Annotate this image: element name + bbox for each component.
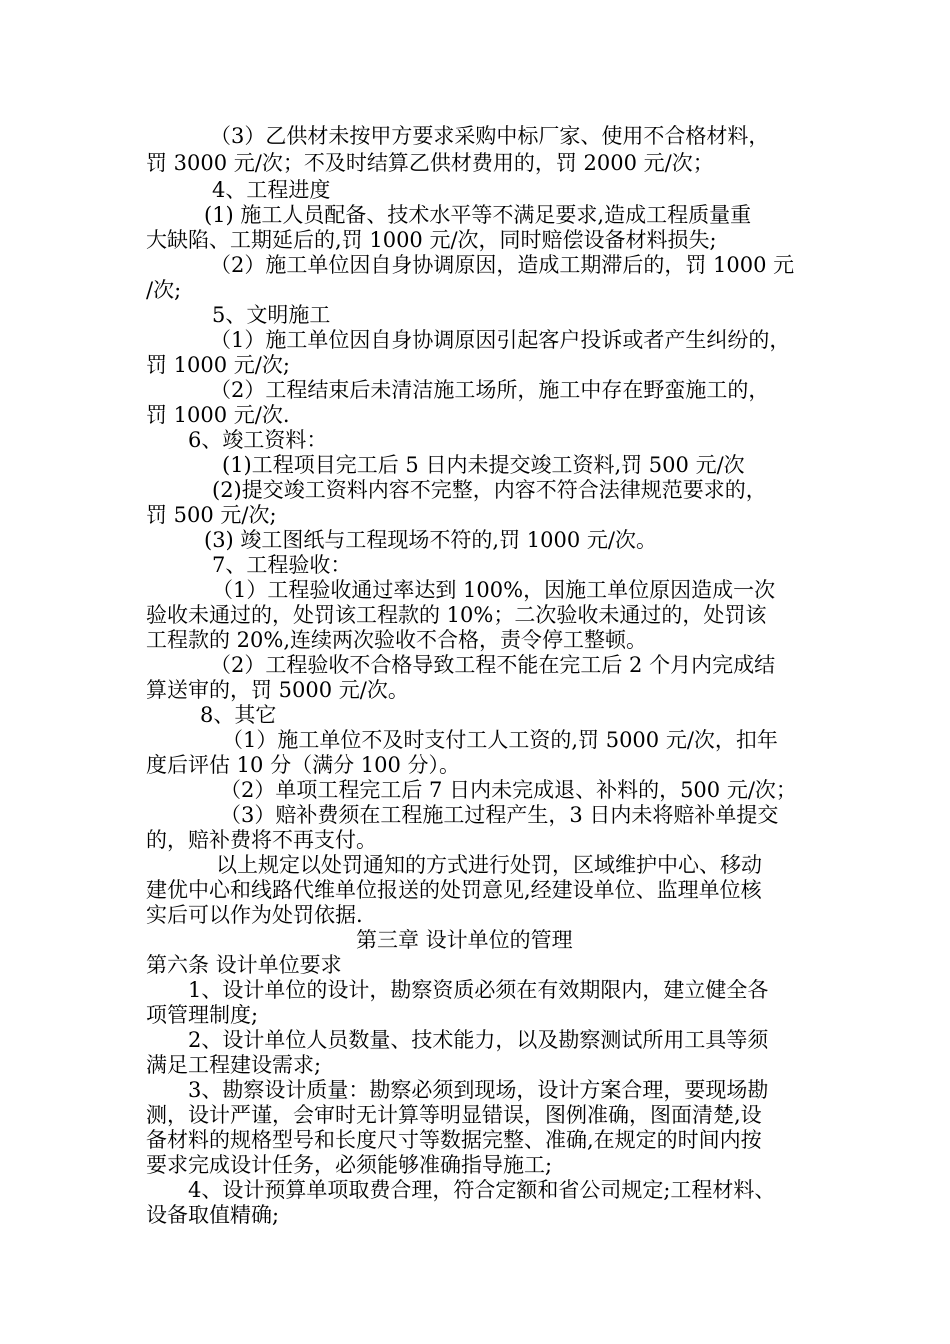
text-line: 项管理制度; [146, 1003, 259, 1027]
text-line: 度后评估 10 分（满分 100 分）。 [146, 753, 461, 777]
text-line: （1）施工单位不及时支付工人工资的,罚 5000 元/次，扣年 [222, 728, 778, 752]
text-line: 3、勘察设计质量：勘察必须到现场，设计方案合理，要现场勘 [188, 1078, 769, 1102]
text-line: 实后可以作为处罚依据. [146, 903, 363, 927]
text-line: (1) 施工人员配备、技术水平等不满足要求,造成工程质量重 [204, 203, 752, 227]
text-line: (1)工程项目完工后 5 日内未提交竣工资料,罚 500 元/次 [222, 453, 745, 477]
text-line: 4、设计预算单项取费合理，符合定额和省公司规定;工程材料、 [188, 1178, 776, 1202]
text-line: 要求完成设计任务，必须能够准确指导施工; [146, 1153, 553, 1177]
text-line: /次; [146, 278, 182, 302]
text-line: （1）工程验收通过率达到 100%，因施工单位原因造成一次 [212, 578, 776, 602]
text-line: 验收未通过的，处罚该工程款的 10%；二次验收未通过的，处罚该 [146, 603, 767, 627]
text-line: 6、竣工资料： [188, 428, 328, 452]
text-line: （2）施工单位因自身协调原因，造成工期滞后的，罚 1000 元 [210, 253, 795, 277]
article-heading: 第六条 设计单位要求 [146, 953, 342, 977]
text-line: 满足工程建设需求; [146, 1053, 322, 1077]
text-line: 的，赔补费将不再支付。 [146, 828, 377, 852]
text-line: 8、其它 [200, 703, 277, 727]
text-line: (3) 竣工图纸与工程现场不符的,罚 1000 元/次。 [204, 528, 657, 552]
text-line: 大缺陷、工期延后的,罚 1000 元/次，同时赔偿设备材料损失; [146, 228, 717, 252]
text-line: 建优中心和线路代维单位报送的处罚意见,经建设单位、监理单位核 [146, 878, 762, 902]
text-line: （1）施工单位因自身协调原因引起客户投诉或者产生纠纷的， [210, 328, 791, 352]
text-line: (2)提交竣工资料内容不完整，内容不符合法律规范要求的， [212, 478, 767, 502]
text-line: （2）单项工程完工后 7 日内未完成退、补料的，500 元/次； [220, 778, 797, 802]
text-line: 罚 1000 元/次; [146, 353, 290, 377]
text-line: （2）工程结束后未清洁施工场所，施工中存在野蛮施工的， [210, 378, 770, 402]
text-line: 工程款的 20%,连续两次验收不合格，责令停工整顿。 [146, 628, 648, 652]
chapter-heading: 第三章 设计单位的管理 [356, 928, 573, 952]
text-line: 以上规定以处罚通知的方式进行处罚，区域维护中心、移动 [216, 853, 762, 877]
text-line: （3）乙供材未按甲方要求采购中标厂家、使用不合格材料， [210, 124, 770, 148]
text-line: 罚 1000 元/次. [146, 403, 290, 427]
text-line: 5、文明施工 [212, 303, 331, 327]
text-line: （2）工程验收不合格导致工程不能在完工后 2 个月内完成结 [210, 653, 776, 677]
text-line: 测，设计严谨，会审时无计算等明显错误，图例准确，图面清楚,设 [146, 1103, 762, 1127]
text-line: 备材料的规格型号和长度尺寸等数据完整、准确,在规定的时间内按 [146, 1128, 762, 1152]
text-line: 2、设计单位人员数量、技术能力，以及勘察测试所用工具等须 [188, 1028, 769, 1052]
text-line: 罚 500 元/次; [146, 503, 277, 527]
text-line: （3）赔补费须在工程施工过程产生，3 日内未将赔补单提交 [220, 803, 779, 827]
text-line: 设备取值精确; [146, 1203, 280, 1227]
text-line: 4、工程进度 [212, 178, 331, 202]
text-line: 罚 3000 元/次；不及时结算乙供材费用的，罚 2000 元/次； [146, 151, 714, 175]
text-line: 7、工程验收： [212, 553, 352, 577]
text-line: 1、设计单位的设计，勘察资质必须在有效期限内，建立健全各 [188, 978, 769, 1002]
text-line: 算送审的，罚 5000 元/次。 [146, 678, 409, 702]
